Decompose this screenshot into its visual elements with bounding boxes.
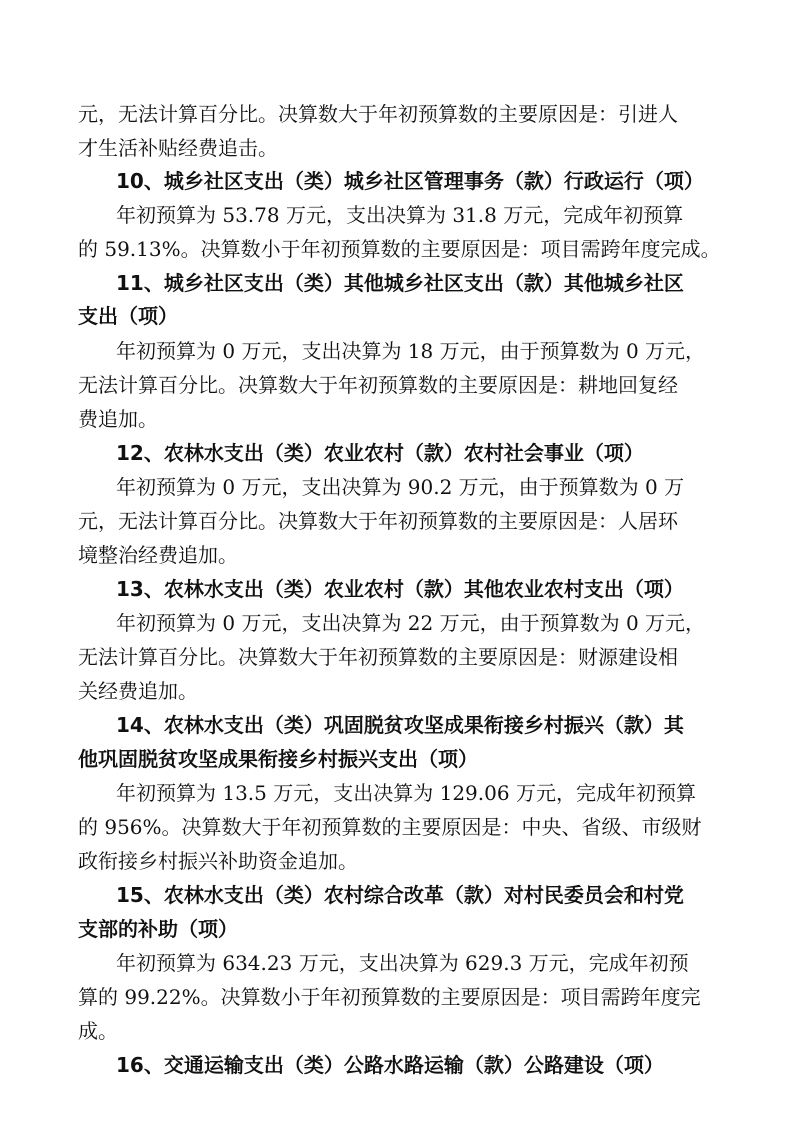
section-heading-11-cont: 支出（项） [78, 304, 178, 328]
body-text-line: 年初预算为 0 万元，支出决算为 90.2 万元，由于预算数为 0 万 [116, 475, 685, 499]
body-text-line: 费追加。 [78, 407, 158, 431]
section-heading-14: 14、农林水支出（类）巩固脱贫攻坚成果衔接乡村振兴（款）其 [116, 713, 684, 737]
body-text-line: 才生活补贴经费追击。 [78, 136, 278, 160]
body-text-line: 年初预算为 53.78 万元，支出决算为 31.8 万元，完成年初预算 [116, 203, 684, 227]
body-text-line: 的 956%。决算数大于年初预算数的主要原因是：中央、省级、市级财 [78, 815, 702, 839]
section-heading-11: 11、城乡社区支出（类）其他城乡社区支出（款）其他城乡社区 [116, 271, 684, 295]
section-heading-14-cont: 他巩固脱贫攻坚成果衔接乡村振兴支出（项） [78, 747, 478, 771]
body-text-line: 政衔接乡村振兴补助资金追加。 [78, 849, 358, 873]
body-text-line: 年初预算为 0 万元，支出决算为 18 万元，由于预算数为 0 万元， [116, 339, 706, 363]
body-text-line: 成。 [78, 1019, 118, 1043]
body-text-line: 的 59.13%。决算数小于年初预算数的主要原因是：项目需跨年度完成。 [78, 237, 721, 261]
section-heading-10: 10、城乡社区支出（类）城乡社区管理事务（款）行政运行（项） [116, 169, 704, 193]
section-heading-13: 13、农林水支出（类）农业农村（款）其他农业农村支出（项） [116, 577, 684, 601]
body-text-line: 年初预算为 0 万元，支出决算为 22 万元，由于预算数为 0 万元， [116, 611, 706, 635]
section-heading-15: 15、农林水支出（类）农村综合改革（款）对村民委员会和村党 [116, 883, 684, 907]
body-text-line: 境整治经费追加。 [78, 543, 238, 567]
section-heading-15-cont: 支部的补助（项） [78, 917, 238, 941]
body-text-line: 无法计算百分比。决算数大于年初预算数的主要原因是：耕地回复经 [78, 373, 678, 397]
body-text-line: 无法计算百分比。决算数大于年初预算数的主要原因是：财源建设相 [78, 645, 678, 669]
body-text-line: 年初预算为 634.23 万元，支出决算为 629.3 万元，完成年初预 [116, 951, 689, 975]
body-text-line: 关经费追加。 [78, 679, 198, 703]
body-text-line: 算的 99.22%。决算数小于年初预算数的主要原因是：项目需跨年度完 [78, 985, 701, 1009]
body-text-line: 元，无法计算百分比。决算数大于年初预算数的主要原因是：引进人 [78, 102, 678, 126]
section-heading-16: 16、交通运输支出（类）公路水路运输（款）公路建设（项） [116, 1053, 664, 1077]
section-heading-12: 12、农林水支出（类）农业农村（款）农村社会事业（项） [116, 441, 644, 465]
body-text-line: 元，无法计算百分比。决算数大于年初预算数的主要原因是：人居环 [78, 509, 678, 533]
body-text-line: 年初预算为 13.5 万元，支出决算为 129.06 万元，完成年初预算 [116, 781, 696, 805]
